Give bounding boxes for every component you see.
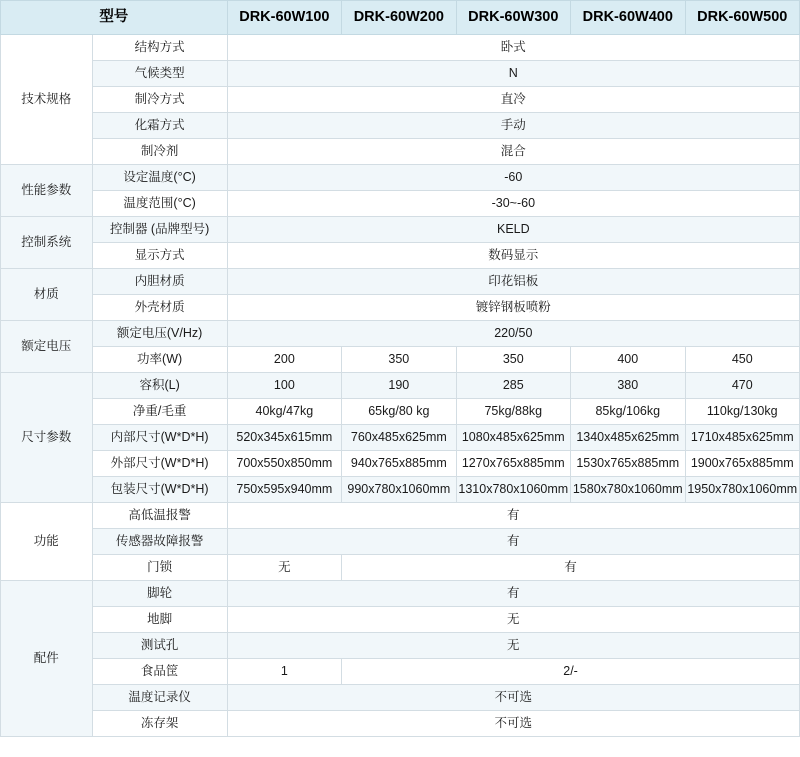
row-value: 无 xyxy=(227,555,341,581)
row-value: 有 xyxy=(227,581,799,607)
row-value: 190 xyxy=(342,373,456,399)
row-value: 1340x485x625mm xyxy=(571,425,685,451)
row-value: N xyxy=(227,61,799,87)
row-value: 65kg/80 kg xyxy=(342,399,456,425)
table-row xyxy=(1,217,800,243)
row-value: 1080x485x625mm xyxy=(456,425,570,451)
row-label: 温度记录仪 xyxy=(92,685,227,711)
table-row xyxy=(1,477,800,503)
row-value: 1900x765x885mm xyxy=(685,451,800,477)
row-value: 520x345x615mm xyxy=(227,425,341,451)
row-label: 门锁 xyxy=(92,555,227,581)
table-row xyxy=(1,659,800,685)
table-row xyxy=(1,347,800,373)
row-group-label: 额定电压 xyxy=(1,321,93,373)
table-row xyxy=(1,243,800,269)
row-value: 2/- xyxy=(342,659,800,685)
row-value: 直冷 xyxy=(227,87,799,113)
row-value: 手动 xyxy=(227,113,799,139)
header-model-4: DRK-60W400 xyxy=(571,1,685,35)
table-row xyxy=(1,165,800,191)
row-label: 高低温报警 xyxy=(92,503,227,529)
table-row xyxy=(1,113,800,139)
row-value: 285 xyxy=(456,373,570,399)
row-value: 700x550x850mm xyxy=(227,451,341,477)
row-label: 制冷方式 xyxy=(92,87,227,113)
row-value: 混合 xyxy=(227,139,799,165)
row-value: 有 xyxy=(227,503,799,529)
row-group-label: 功能 xyxy=(1,503,93,581)
row-label: 外部尺寸(W*D*H) xyxy=(92,451,227,477)
row-label: 净重/毛重 xyxy=(92,399,227,425)
table-header-row xyxy=(1,1,800,35)
table-row xyxy=(1,633,800,659)
row-value: 40kg/47kg xyxy=(227,399,341,425)
row-value: 卧式 xyxy=(227,35,799,61)
row-label: 传感器故障报警 xyxy=(92,529,227,555)
row-label: 外壳材质 xyxy=(92,295,227,321)
header-model-1: DRK-60W100 xyxy=(227,1,341,35)
row-label: 设定温度(°C) xyxy=(92,165,227,191)
row-value: 760x485x625mm xyxy=(342,425,456,451)
row-value: 200 xyxy=(227,347,341,373)
table-row xyxy=(1,139,800,165)
row-value: 75kg/88kg xyxy=(456,399,570,425)
row-value: 数码显示 xyxy=(227,243,799,269)
table-row xyxy=(1,295,800,321)
row-value: 1270x765x885mm xyxy=(456,451,570,477)
row-label: 容积(L) xyxy=(92,373,227,399)
row-value: 镀锌钢板喷粉 xyxy=(227,295,799,321)
row-value: 100 xyxy=(227,373,341,399)
row-value: 85kg/106kg xyxy=(571,399,685,425)
row-label: 食品筐 xyxy=(92,659,227,685)
row-group-label: 控制系统 xyxy=(1,217,93,269)
row-label: 冻存架 xyxy=(92,711,227,737)
table-row xyxy=(1,191,800,217)
table-row xyxy=(1,451,800,477)
table-row xyxy=(1,607,800,633)
table-row xyxy=(1,529,800,555)
row-group-label: 材质 xyxy=(1,269,93,321)
row-label: 气候类型 xyxy=(92,61,227,87)
row-value: KELD xyxy=(227,217,799,243)
row-value: 1 xyxy=(227,659,341,685)
row-label: 脚轮 xyxy=(92,581,227,607)
row-group-label: 配件 xyxy=(1,581,93,737)
row-label: 地脚 xyxy=(92,607,227,633)
row-value: 470 xyxy=(685,373,800,399)
row-label: 额定电压(V/Hz) xyxy=(92,321,227,347)
row-value: 220/50 xyxy=(227,321,799,347)
table-row xyxy=(1,61,800,87)
row-value: 有 xyxy=(342,555,800,581)
row-value: 750x595x940mm xyxy=(227,477,341,503)
row-value: 990x780x1060mm xyxy=(342,477,456,503)
table-row xyxy=(1,321,800,347)
row-value: 无 xyxy=(227,633,799,659)
row-value: 1950x780x1060mm xyxy=(685,477,800,503)
header-model-label: 型号 xyxy=(1,1,228,35)
row-label: 内部尺寸(W*D*H) xyxy=(92,425,227,451)
table-row xyxy=(1,555,800,581)
row-value: 350 xyxy=(342,347,456,373)
table-row xyxy=(1,581,800,607)
row-label: 温度范围(°C) xyxy=(92,191,227,217)
header-model-3: DRK-60W300 xyxy=(456,1,570,35)
row-label: 包装尺寸(W*D*H) xyxy=(92,477,227,503)
table-row xyxy=(1,87,800,113)
row-label: 显示方式 xyxy=(92,243,227,269)
row-value: 940x765x885mm xyxy=(342,451,456,477)
header-model-5: DRK-60W500 xyxy=(685,1,800,35)
row-label: 化霜方式 xyxy=(92,113,227,139)
row-value: 有 xyxy=(227,529,799,555)
row-value: 1580x780x1060mm xyxy=(571,477,685,503)
row-value: 1530x765x885mm xyxy=(571,451,685,477)
table-row xyxy=(1,503,800,529)
row-value: 1710x485x625mm xyxy=(685,425,800,451)
row-label: 内胆材质 xyxy=(92,269,227,295)
row-value: 450 xyxy=(685,347,800,373)
row-value: 不可选 xyxy=(227,711,799,737)
row-value: 380 xyxy=(571,373,685,399)
table-row xyxy=(1,35,800,61)
row-group-label: 尺寸参数 xyxy=(1,373,93,503)
table-row xyxy=(1,425,800,451)
row-value: 印花铝板 xyxy=(227,269,799,295)
row-value: 无 xyxy=(227,607,799,633)
row-value: 不可选 xyxy=(227,685,799,711)
row-value: 110kg/130kg xyxy=(685,399,800,425)
table-row xyxy=(1,373,800,399)
row-value: -30~-60 xyxy=(227,191,799,217)
header-model-2: DRK-60W200 xyxy=(342,1,456,35)
row-value: 400 xyxy=(571,347,685,373)
row-value: -60 xyxy=(227,165,799,191)
table-row xyxy=(1,711,800,737)
row-label: 功率(W) xyxy=(92,347,227,373)
row-label: 制冷剂 xyxy=(92,139,227,165)
row-group-label: 性能参数 xyxy=(1,165,93,217)
row-label: 结构方式 xyxy=(92,35,227,61)
row-group-label: 技术规格 xyxy=(1,35,93,165)
row-label: 测试孔 xyxy=(92,633,227,659)
table-row xyxy=(1,685,800,711)
table-row xyxy=(1,399,800,425)
row-value: 1310x780x1060mm xyxy=(456,477,570,503)
row-label: 控制器 (品牌型号) xyxy=(92,217,227,243)
table-row xyxy=(1,269,800,295)
row-value: 350 xyxy=(456,347,570,373)
